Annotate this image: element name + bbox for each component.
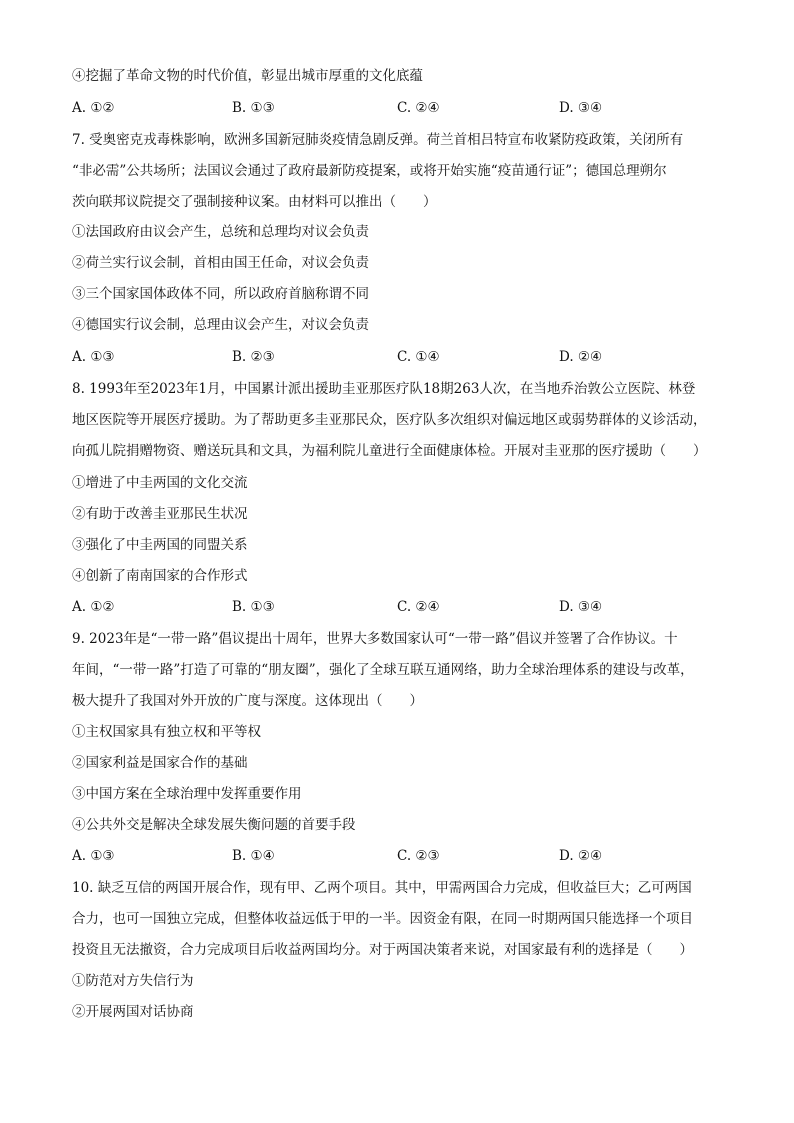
question-7-line: 7. 受奥密克戎毒株影响，欧洲多国新冠肺炎疫情急剧反弹。荷兰首相吕特宣布收紧防疫政策，关闭所有 [72, 132, 684, 148]
option-a: A. ①② [72, 100, 115, 116]
option-d: D. ②④ [559, 848, 603, 864]
option-c: C. ②④ [397, 100, 440, 116]
option-c: C. ①④ [397, 349, 440, 365]
options-row-q9 [72, 847, 732, 865]
option-b: B. ①③ [232, 100, 275, 116]
statement-line: ①增进了中圭两国的文化交流 [72, 475, 248, 491]
question-9-line: 9. 2023年是“一带一路”倡议提出十周年，世界大多数国家认可“一带一路”倡议并签署了合作协议。十 [72, 631, 678, 647]
question-8-stem [72, 374, 732, 467]
question-9-line: 年间，“一带一路”打造了可靠的“朋友圈”，强化了全球互联互通网络，助力全球治理体系的建设与改革， [72, 662, 694, 678]
statement-line: ①防范对方失信行为 [72, 973, 194, 989]
option-d: D. ③④ [559, 599, 603, 615]
statement-line: ②荷兰实行议会制，首相由国王任命，对议会负责 [72, 255, 369, 271]
question-10-line: 合力，也可一国独立完成，但整体收益远低于甲的一半。因资金有限，在同一时期两国只能选择一个项目 [72, 911, 693, 927]
statement-line: ③中国方案在全球治理中发挥重要作用 [72, 786, 302, 802]
option-c: C. ②③ [397, 848, 440, 864]
question-7-stem [72, 125, 732, 218]
statement-line: ④挖掘了革命文物的时代价值，彰显出城市厚重的文化底蕴 [72, 68, 423, 84]
question-7-line: “非必需”公共场所；法国议会通过了政府最新防疫提案，或将开始实施“疫苗通行证”；德国总理朔尔 [72, 163, 667, 179]
question-8-line: 向孤儿院捐赠物资、赠送玩具和文具，为福利院儿童进行全面健康体检。开展对圭亚那的医疗援助（ ） [72, 443, 707, 459]
statement-line: ②开展两国对话协商 [72, 1004, 194, 1020]
option-c: C. ②④ [397, 599, 440, 615]
question-8-line: 8. 1993年至2023年1月，中国累计派出援助圭亚那医疗队18期263人次，在当地乔治敦公立医院、林登 [72, 381, 696, 397]
statement-line: ①主权国家具有独立权和平等权 [72, 724, 261, 740]
options-row-q7 [72, 348, 732, 366]
statement-line: ②国家利益是国家合作的基础 [72, 755, 248, 771]
statement-line: ④公共外交是解决全球发展失衡问题的首要手段 [72, 817, 356, 833]
statement-line: ②有助于改善圭亚那民生状况 [72, 506, 248, 522]
statement-line: ①法国政府由议会产生，总统和总理均对议会负责 [72, 224, 369, 240]
question-10-stem [72, 873, 732, 966]
statement-line: ③三个国家国体政体不同，所以政府首脑称谓不同 [72, 286, 369, 302]
option-a: A. ①③ [72, 848, 115, 864]
options-row-q6 [72, 99, 732, 117]
option-b: B. ①③ [232, 599, 275, 615]
option-b: B. ①④ [232, 848, 275, 864]
question-10-line: 投资且无法撤资，合力完成项目后收益两国均分。对于两国决策者来说，对国家最有利的选择是（ ） [72, 942, 693, 958]
question-9-stem [72, 624, 732, 717]
question-10-line: 10. 缺乏互信的两国开展合作，现有甲、乙两个项目。其中，甲需两国合力完成，但收益巨大；乙可两国 [72, 880, 692, 896]
question-7-line: 茨向联邦议院提交了强制接种议案。由材料可以推出（ ） [72, 194, 437, 210]
statement-line: ③强化了中圭两国的同盟关系 [72, 537, 248, 553]
question-8-line: 地区医院等开展医疗援助。为了帮助更多圭亚那民众，医疗队多次组织对偏远地区或弱势群体的义诊活动， [72, 412, 707, 428]
option-d: D. ③④ [559, 100, 603, 116]
option-d: D. ②④ [559, 349, 603, 365]
option-b: B. ②③ [232, 349, 275, 365]
question-9-line: 极大提升了我国对外开放的广度与深度。这体现出（ ） [72, 693, 423, 709]
option-a: A. ①③ [72, 349, 115, 365]
options-row-q8 [72, 598, 732, 616]
statement-line: ④德国实行议会制，总理由议会产生，对议会负责 [72, 317, 369, 333]
option-a: A. ①② [72, 599, 115, 615]
statement-line: ④创新了南南国家的合作形式 [72, 568, 248, 584]
